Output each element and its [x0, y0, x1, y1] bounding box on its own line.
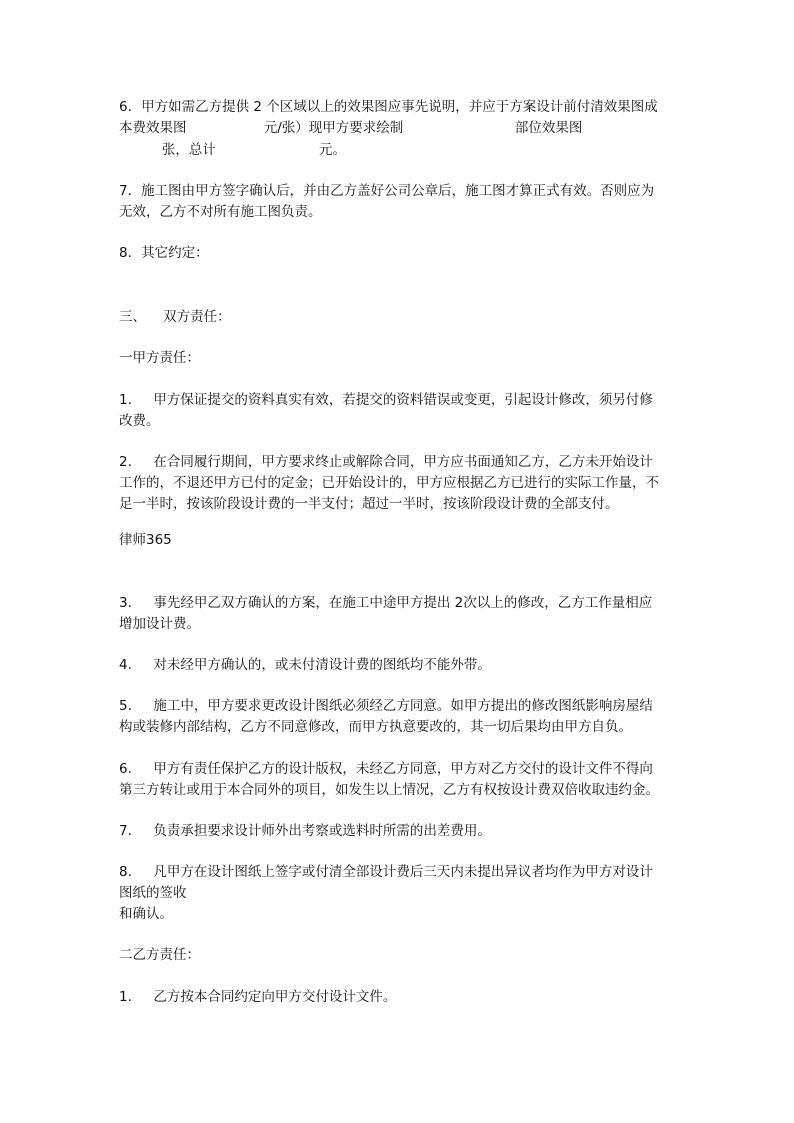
section-3-heading: 三、 双方责任： — [119, 309, 231, 325]
clause-8: 8．其它约定： — [119, 245, 209, 261]
a-item-2-line-1: 2. 在合同履行期间，甲方要求终止或解除合同，甲方应书面通知乙方，乙方未开始设计 — [119, 454, 653, 470]
a-item-6-line-1: 6. 甲方有责任保护乙方的设计版权，未经乙方同意，甲方对乙方交付的设计文件不得向 — [119, 761, 653, 777]
a-item-3-line-2: 增加设计费。 — [119, 616, 200, 632]
clause-7-line-2: 无效，乙方不对所有施工图负责。 — [119, 204, 322, 220]
a-item-2-line-3: 足一半时，按该阶段设计费的一半支付；超过一半时，按该阶段设计费的全部支付。 — [119, 496, 619, 512]
a-item-4: 4. 对未经甲方确认的，或未付清设计费的图纸均不能外带。 — [119, 657, 491, 673]
party-a-heading: 一甲方责任： — [119, 350, 200, 366]
a-item-6-line-2: 第三方转让或用于本合同外的项目，如发生以上情况，乙方有权按设计费双倍收取违约金。 — [119, 782, 659, 798]
a-item-1-line-1: 1. 甲方保证提交的资料真实有效，若提交的资料错误或变更，引起设计修改，须另付修 — [119, 392, 653, 408]
a-item-1-line-2: 改费。 — [119, 413, 160, 429]
a-item-8-line-1: 8. 凡甲方在设计图纸上签字或付清全部设计费后三天内未提出异议者均作为甲方对设计 — [119, 864, 653, 880]
a-item-3-line-1: 3. 事先经甲乙双方确认的方案，在施工中途甲方提出 2次以上的修改，乙方工作量相应 — [119, 595, 653, 611]
a-item-7: 7. 负责承担要求设计师外出考察或选料时所需的出差费用。 — [119, 823, 491, 839]
b-item-1: 1. 乙方按本合同约定向甲方交付设计文件。 — [119, 989, 397, 1005]
a-item-8-line-2: 图纸的签收 — [119, 885, 187, 901]
a-item-5-line-1: 5. 施工中，甲方要求更改设计图纸必须经乙方同意。如甲方提出的修改图纸影响房屋结 — [119, 698, 653, 714]
a-item-8-line-3: 和确认。 — [119, 906, 173, 922]
a-item-2-line-2: 工作的，不退还甲方已付的定金；已开始设计的，甲方应根据乙方已进行的实际工作量，不 — [119, 475, 659, 491]
clause-6-line-3: 张，总计 元。 — [119, 142, 346, 158]
clause-6-line-1: 6．甲方如需乙方提供 2 个区域以上的效果图应事先说明，并应于方案设计前付清效果图成 — [119, 99, 658, 115]
clause-6-line-2: 本费效果图 元/张）现甲方要求绘制 部位效果图 — [119, 120, 583, 136]
party-b-heading: 二乙方责任： — [119, 947, 200, 963]
a-item-5-line-2: 构或装修内部结构，乙方不同意修改，而甲方执意要改的，其一切后果均由甲方自负。 — [119, 719, 632, 735]
clause-7-line-1: 7．施工图由甲方签字确认后，并由乙方盖好公司公章后，施工图才算正式有效。否则应为 — [119, 183, 655, 199]
watermark-text: 律师365 — [119, 532, 172, 548]
